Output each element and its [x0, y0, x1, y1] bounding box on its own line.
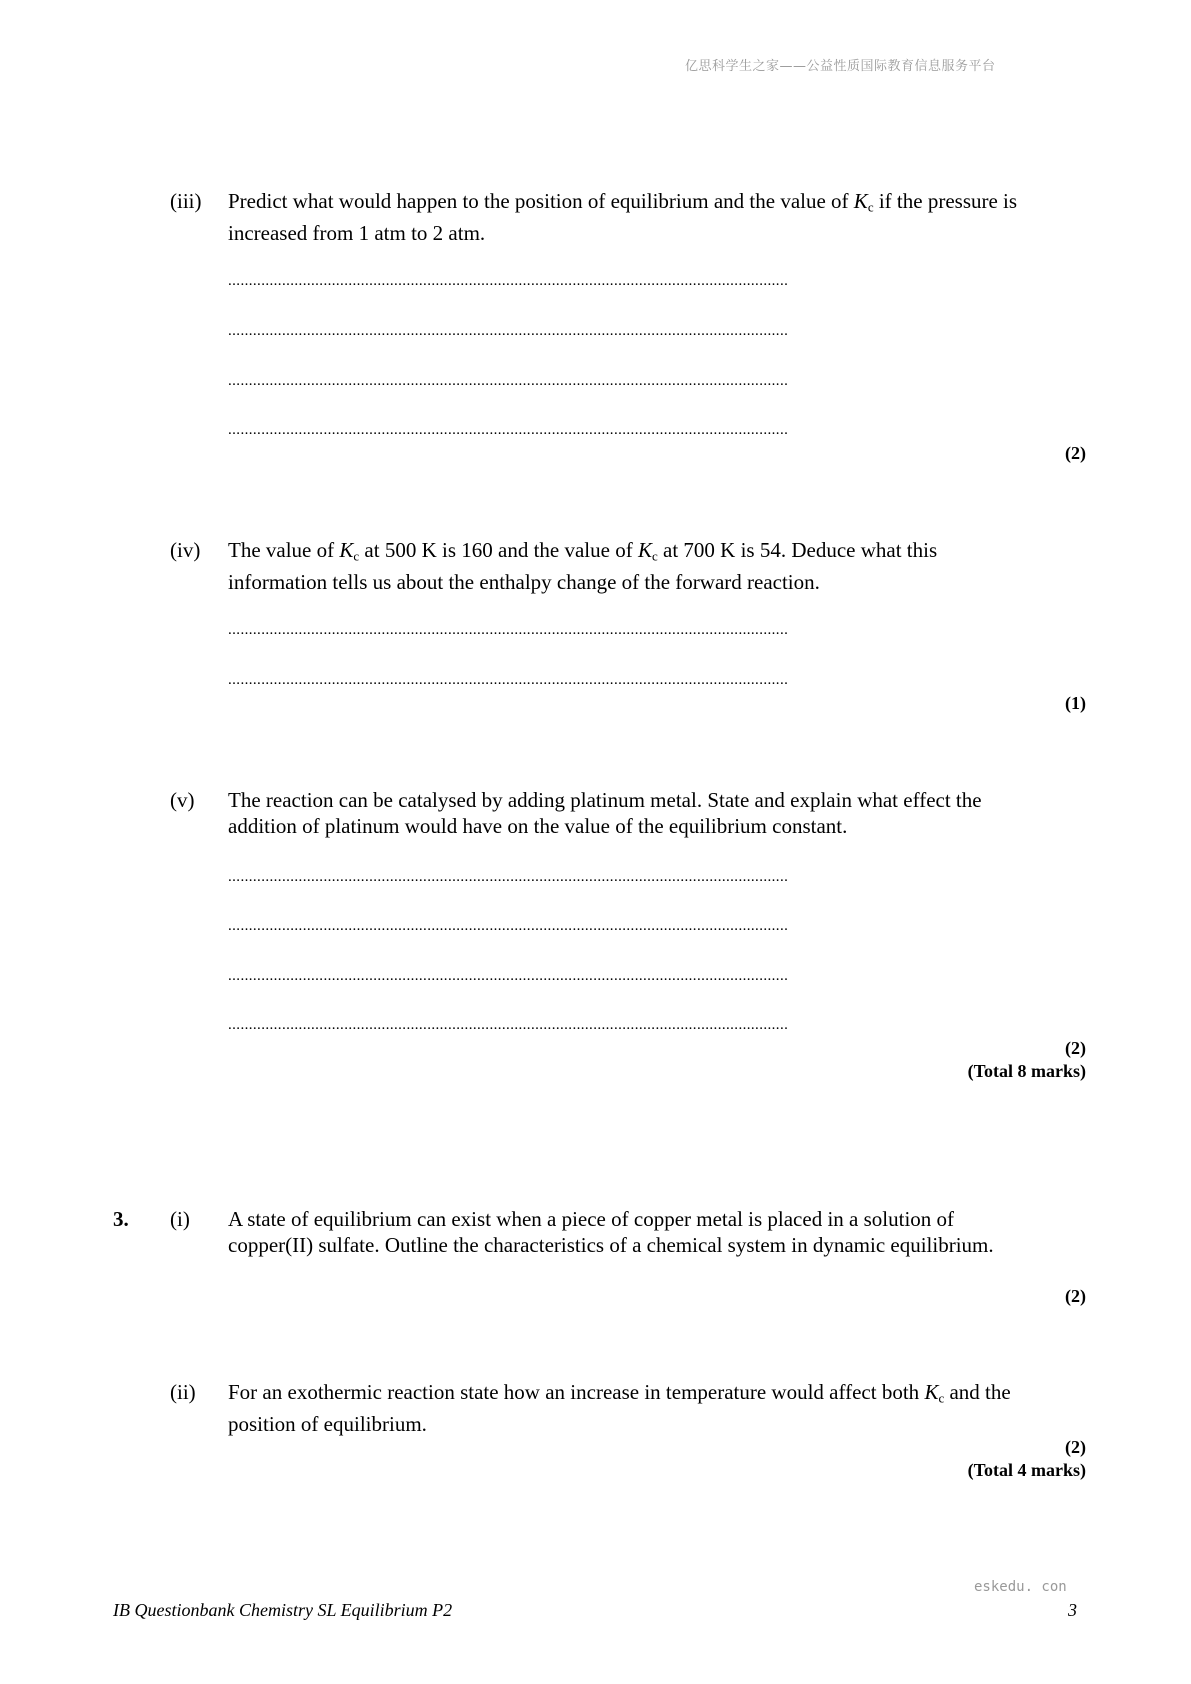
part-label-iii: (iii) — [170, 189, 202, 213]
part-label-iv: (iv) — [170, 538, 201, 562]
part-text-iv: The value of $K_c$ at 500 K is 160 and the value of $K_c$ at 700 K is 54. Deduce what this information tells us about the enthalpy change of the forward reaction. — [228, 538, 938, 595]
page-number: 3 — [1068, 1600, 1077, 1620]
part-text-i: A state of equilibrium can exist when a piece of copper metal is placed in a solution of copper(II) sulfate. Outline the characteristics of a chemical system in dynamic equilibrium. — [228, 1207, 994, 1257]
total-marks-q3: (Total 4 marks) — [967, 1460, 1086, 1480]
answer-line[interactable]: ....................................................................................................................................... — [228, 323, 789, 339]
answer-line[interactable]: ....................................................................................................................................... — [228, 373, 789, 389]
part-text-ii: For an exothermic reaction state how an increase in temperature would affect both $K_c$ and the position of equilibrium. — [228, 1380, 1011, 1437]
marks-v: (2) — [1065, 1038, 1086, 1058]
answer-line[interactable]: ....................................................................................................................................... — [228, 672, 789, 688]
marks-iii: (2) — [1065, 443, 1086, 463]
part-label-i: (i) — [170, 1207, 190, 1231]
answer-line[interactable]: ....................................................................................................................................... — [228, 1017, 789, 1033]
footer-source: IB Questionbank Chemistry SL Equilibrium P2 — [113, 1600, 453, 1620]
answer-line[interactable]: ....................................................................................................................................... — [228, 869, 789, 885]
marks-i: (2) — [1065, 1286, 1086, 1306]
header-watermark: 亿思科学生之家——公益性质国际教育信息服务平台 — [685, 59, 996, 74]
question-number-3: 3. — [113, 1207, 129, 1231]
marks-ii: (2) — [1065, 1437, 1086, 1457]
answer-line[interactable]: ....................................................................................................................................... — [228, 422, 789, 438]
answer-line[interactable]: ....................................................................................................................................... — [228, 622, 789, 638]
answer-line[interactable]: ....................................................................................................................................... — [228, 918, 789, 934]
part-label-ii: (ii) — [170, 1380, 196, 1404]
answer-line[interactable]: ....................................................................................................................................... — [228, 273, 789, 289]
marks-iv: (1) — [1065, 693, 1086, 713]
part-text-v: The reaction can be catalysed by adding platinum metal. State and explain what effect the addition of platinum would have on the value of the equilibrium constant. — [228, 788, 982, 838]
part-text-iii: Predict what would happen to the position of equilibrium and the value of $K_c$ if the pressure is increased from 1 atm to 2 atm. — [228, 189, 1018, 246]
footer-watermark: eskedu. con — [974, 1579, 1067, 1595]
answer-line[interactable]: ....................................................................................................................................... — [228, 968, 789, 984]
total-marks-q2: (Total 8 marks) — [967, 1061, 1086, 1081]
part-label-v: (v) — [170, 788, 195, 812]
